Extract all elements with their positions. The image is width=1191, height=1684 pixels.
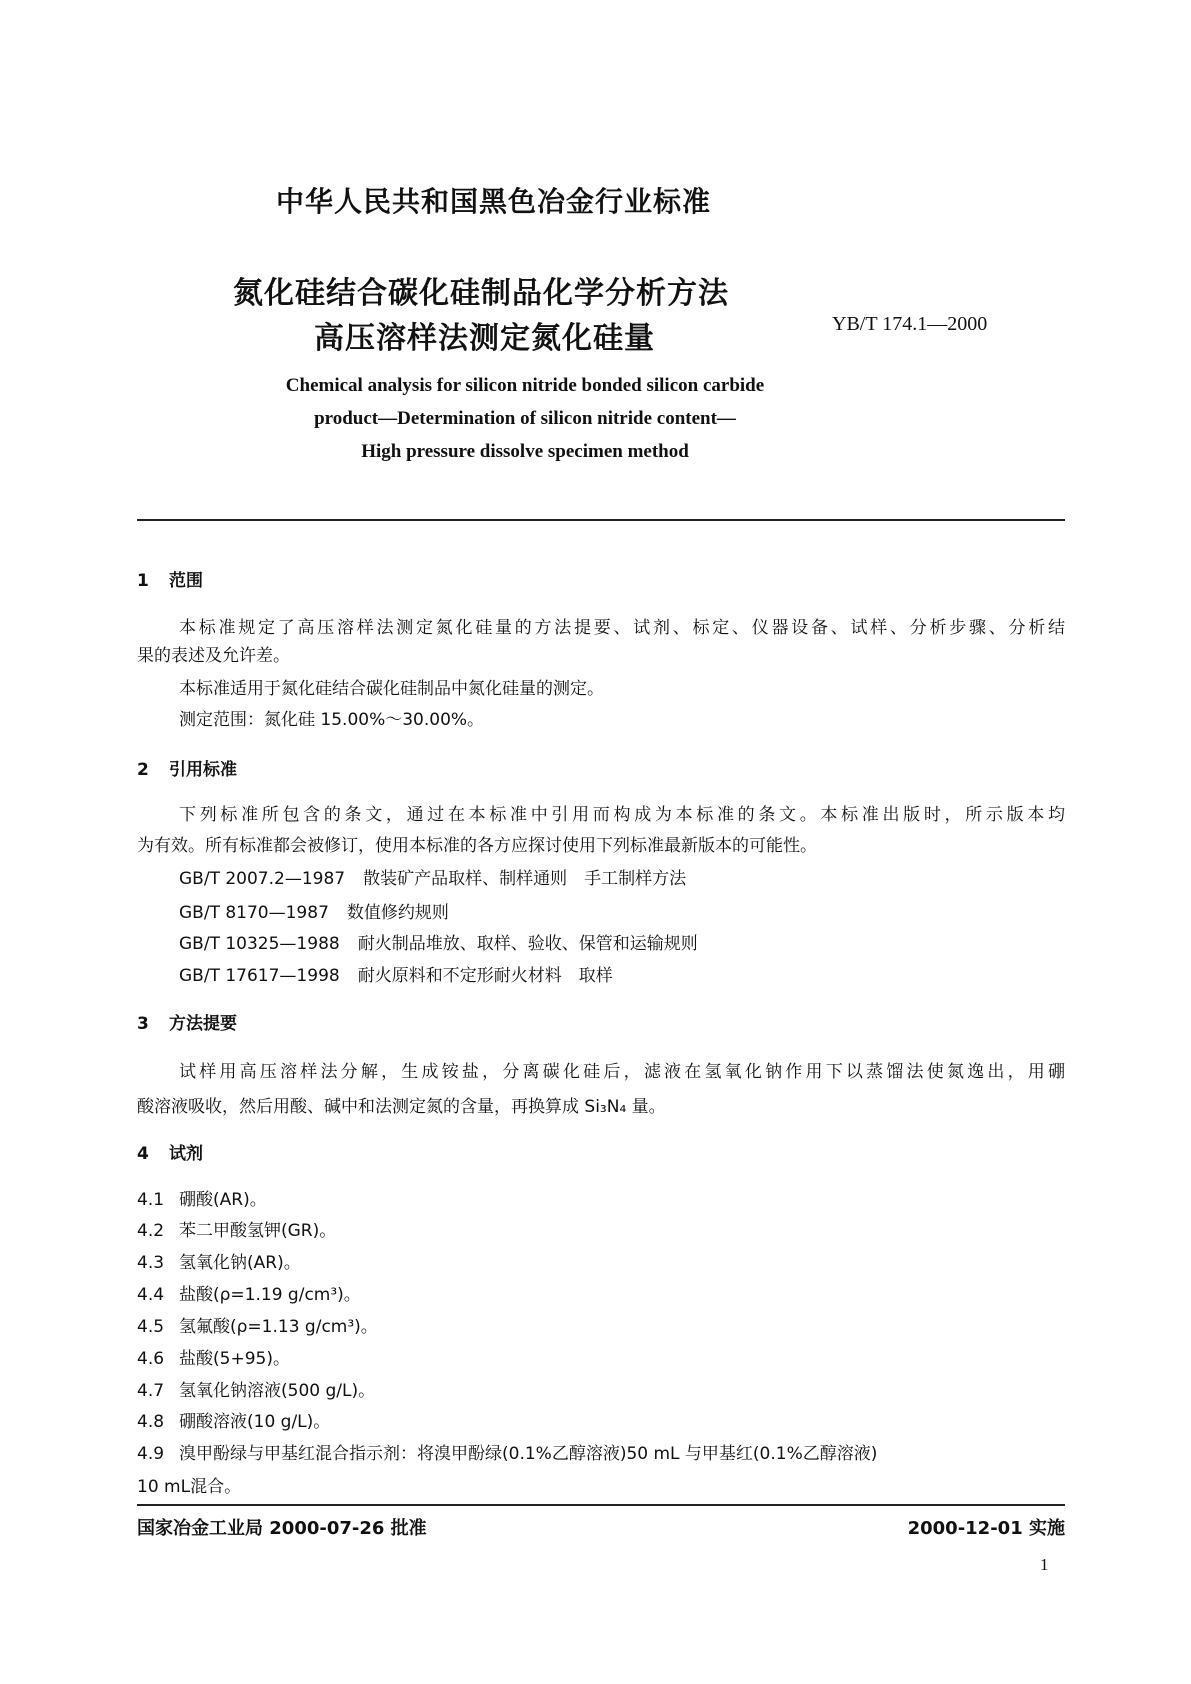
reagent-item xyxy=(137,1409,330,1435)
reagent-item xyxy=(137,1378,375,1404)
reagent-number: 4.5 xyxy=(137,1317,165,1337)
reagent-text: 氢氟酸(ρ=1.13 g/cm³)。 xyxy=(179,1317,378,1337)
reagent-item xyxy=(137,1314,378,1340)
reagent-item xyxy=(137,1250,301,1276)
reagent-number: 4.7 xyxy=(137,1381,165,1401)
reagent-text: 硼酸溶液(10 g/L)。 xyxy=(179,1412,331,1432)
english-title-1: Chemical analysis for silicon nitride bonded silicon carbide xyxy=(285,375,765,396)
approval-date: 国家冶金工业局 2000-07-26 批准 xyxy=(137,1518,427,1539)
reference-item: GB/T 8170—1987 数值修约规则 xyxy=(179,903,449,923)
reagent-number: 4.1 xyxy=(137,1190,165,1210)
reference-item: GB/T 17617—1998 耐火原料和不定形耐火材料 取样 xyxy=(179,966,613,986)
standard-code: YB/T 174.1—2000 xyxy=(832,313,988,335)
reference-item: GB/T 10325—1988 耐火制品堆放、取样、验收、保管和运输规则 xyxy=(179,934,698,954)
paragraph: 本标准适用于氮化硅结合碳化硅制品中氮化硅量的测定。 xyxy=(179,679,604,699)
reagent-item xyxy=(137,1441,877,1467)
effective-date: 2000-12-01 实施 xyxy=(907,1518,1065,1539)
reagent-number: 4.2 xyxy=(137,1221,165,1241)
reagent-number: 4.4 xyxy=(137,1285,165,1305)
section-2-heading: 2 引用标准 xyxy=(137,760,237,780)
section-3-heading: 3 方法提要 xyxy=(137,1014,237,1034)
paragraph-line: 果的表述及允许差。 xyxy=(137,646,290,666)
reagent-text: 盐酸(5+95)。 xyxy=(179,1349,290,1369)
doc-title-line1: 氮化硅结合碳化硅制品化学分析方法 xyxy=(233,276,729,311)
paragraph-line: 下列标准所包含的条文，通过在本标准中引用而构成为本标准的条文。本标准出版时，所示版本均 xyxy=(179,805,1065,825)
reference-item: GB/T 2007.2—1987 散装矿产品取样、制样通则 手工制样方法 xyxy=(179,869,687,889)
header-divider xyxy=(137,519,1065,521)
page-number: 1 xyxy=(1040,1555,1049,1574)
reagent-item xyxy=(137,1282,361,1308)
reagent-text-continued: 10 mL混合。 xyxy=(137,1477,242,1497)
section-4-heading: 4 试剂 xyxy=(137,1144,203,1164)
reagent-number: 4.9 xyxy=(137,1444,165,1464)
paragraph-line: 试样用高压溶样法分解，生成铵盐，分离碳化硅后，滤液在氢氧化钠作用下以蒸馏法使氮逸出，用硼 xyxy=(179,1062,1065,1082)
reagent-number: 4.6 xyxy=(137,1349,165,1369)
footer-divider xyxy=(137,1504,1065,1506)
english-title-2: product—Determination of silicon nitride content— xyxy=(314,408,736,429)
paragraph-line: 为有效。所有标准都会被修订，使用本标准的各方应探讨使用下列标准最新版本的可能性。 xyxy=(137,836,817,856)
paragraph-line: 酸溶液吸收，然后用酸、碱中和法测定氮的含量，再换算成 Si₃N₄ 量。 xyxy=(137,1097,666,1117)
english-title-3: High pressure dissolve specimen method xyxy=(361,441,689,462)
reagent-number: 4.8 xyxy=(137,1412,165,1432)
reagent-item xyxy=(137,1218,336,1244)
reagent-text: 硼酸(AR)。 xyxy=(179,1190,267,1210)
reagent-text: 氢氧化钠溶液(500 g/L)。 xyxy=(179,1381,376,1401)
reagent-text: 盐酸(ρ=1.19 g/cm³)。 xyxy=(179,1285,361,1305)
reagent-text: 溴甲酚绿与甲基红混合指示剂：将溴甲酚绿(0.1%乙醇溶液)50 mL 与甲基红(0.1%乙醇溶液) xyxy=(179,1444,878,1464)
reagent-item xyxy=(137,1346,290,1372)
org-title: 中华人民共和国黑色冶金行业标准 xyxy=(276,185,712,218)
reagent-item xyxy=(137,1187,267,1213)
section-1-heading: 1 范围 xyxy=(137,571,203,591)
reagent-text: 氢氧化钠(AR)。 xyxy=(179,1253,301,1273)
reagent-number: 4.3 xyxy=(137,1253,165,1273)
doc-title-line2: 高压溶样法测定氮化硅量 xyxy=(314,321,655,356)
paragraph: 测定范围：氮化硅 15.00%～30.00%。 xyxy=(179,710,485,730)
paragraph-line: 本标准规定了高压溶样法测定氮化硅量的方法提要、试剂、标定、仪器设备、试样、分析步骤、分析结 xyxy=(179,618,1065,638)
reagent-text: 苯二甲酸氢钾(GR)。 xyxy=(179,1221,337,1241)
